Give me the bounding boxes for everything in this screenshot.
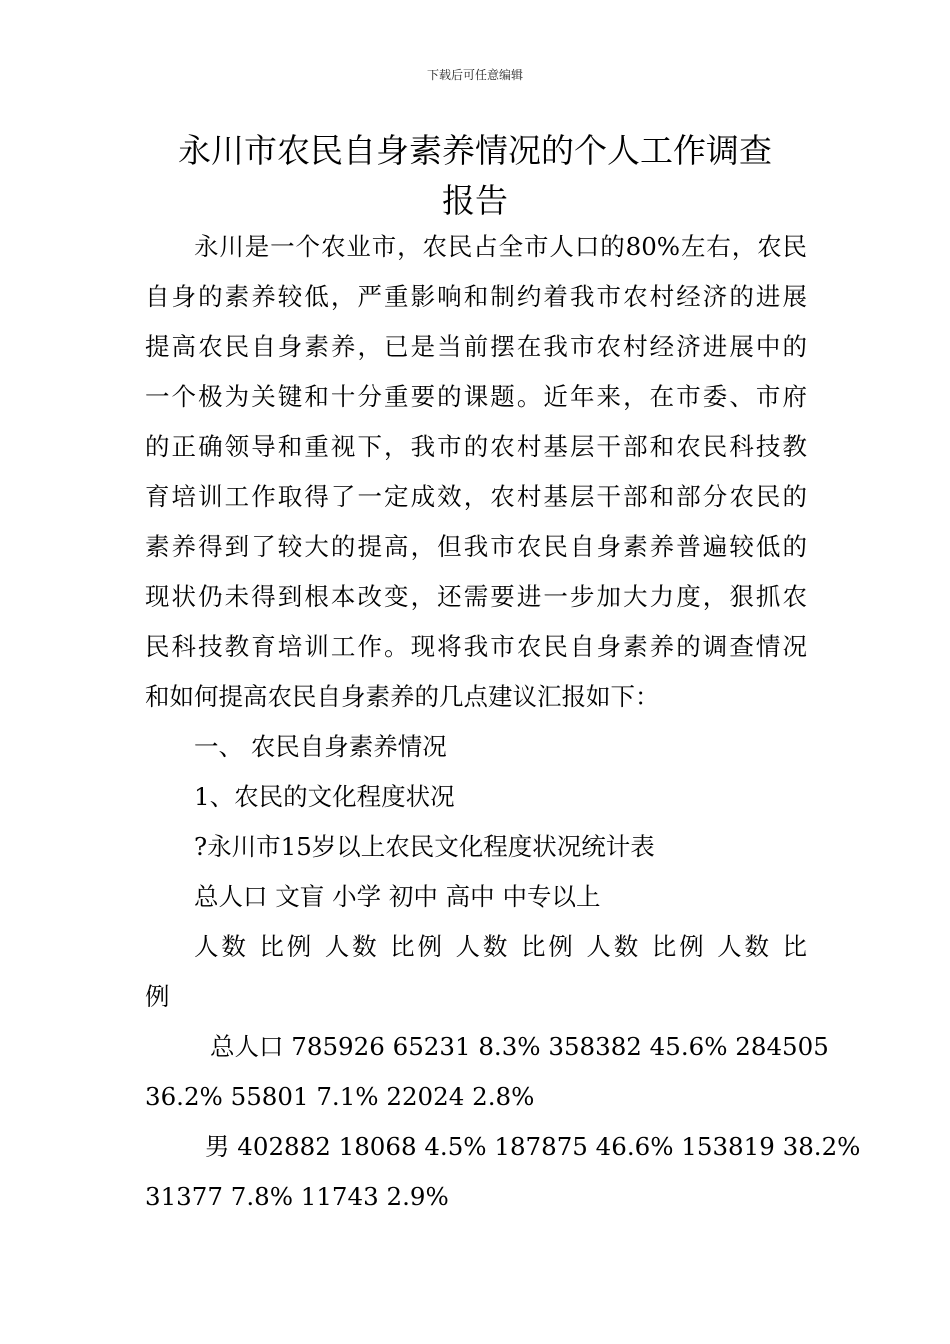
intro-line-3: 提高农民自身素养，已是当前摆在我市农村经济进展中的 xyxy=(145,332,807,361)
intro-line-9: 民科技教育培训工作。现将我市农民自身素养的调查情况 xyxy=(145,632,807,661)
subsection-heading: 1、农民的文化程度状况 xyxy=(194,782,455,811)
intro-line-1: 永川是一个农业市，农民占全市人口的80%左右，农民 xyxy=(194,232,807,261)
table-header-row2-line2: 例 xyxy=(145,982,170,1011)
table-header-row2-line1: 人数 比例 人数 比例 人数 比例 人数 比例 人数 比 xyxy=(194,932,807,961)
intro-line-4: 一个极为关键和十分重要的课题。近年来，在市委、市府 xyxy=(145,382,807,411)
section-heading: 一、 农民自身素养情况 xyxy=(194,732,447,761)
intro-line-2: 自身的素养较低，严重影响和制约着我市农村经济的进展 xyxy=(145,282,807,311)
intro-line-7: 素养得到了较大的提高，但我市农民自身素养普遍较低的 xyxy=(145,532,807,561)
title-line-1: 永川市农民自身素养情况的个人工作调查 xyxy=(178,131,772,170)
table-total-row-line1: 总人口 785926 65231 8.3% 358382 45.6% 284505 xyxy=(210,1032,829,1061)
title-line-2: 报告 xyxy=(442,181,508,220)
table-male-row-line2: 31377 7.8% 11743 2.9% xyxy=(145,1182,449,1211)
intro-line-10: 和如何提高农民自身素养的几点建议汇报如下： xyxy=(145,682,660,711)
document-title xyxy=(145,126,805,226)
intro-line-6: 育培训工作取得了一定成效，农村基层干部和部分农民的 xyxy=(145,482,807,511)
header-note: 下载后可任意编辑 xyxy=(426,68,523,82)
table-male-row-line1: 男 402882 18068 4.5% 187875 46.6% 153819 38.2% xyxy=(205,1132,861,1161)
table-total-row-line2: 36.2% 55801 7.1% 22024 2.8% xyxy=(145,1082,535,1111)
intro-line-8: 现状仍未得到根本改变，还需要进一步加大力度，狠抓农 xyxy=(145,582,807,611)
intro-line-5: 的正确领导和重视下，我市的农村基层干部和农民科技教 xyxy=(145,432,807,461)
table-header-row1: 总人口 文盲 小学 初中 高中 中专以上 xyxy=(194,882,601,911)
table-caption: ?永川市15岁以上农民文化程度状况统计表 xyxy=(194,832,655,861)
